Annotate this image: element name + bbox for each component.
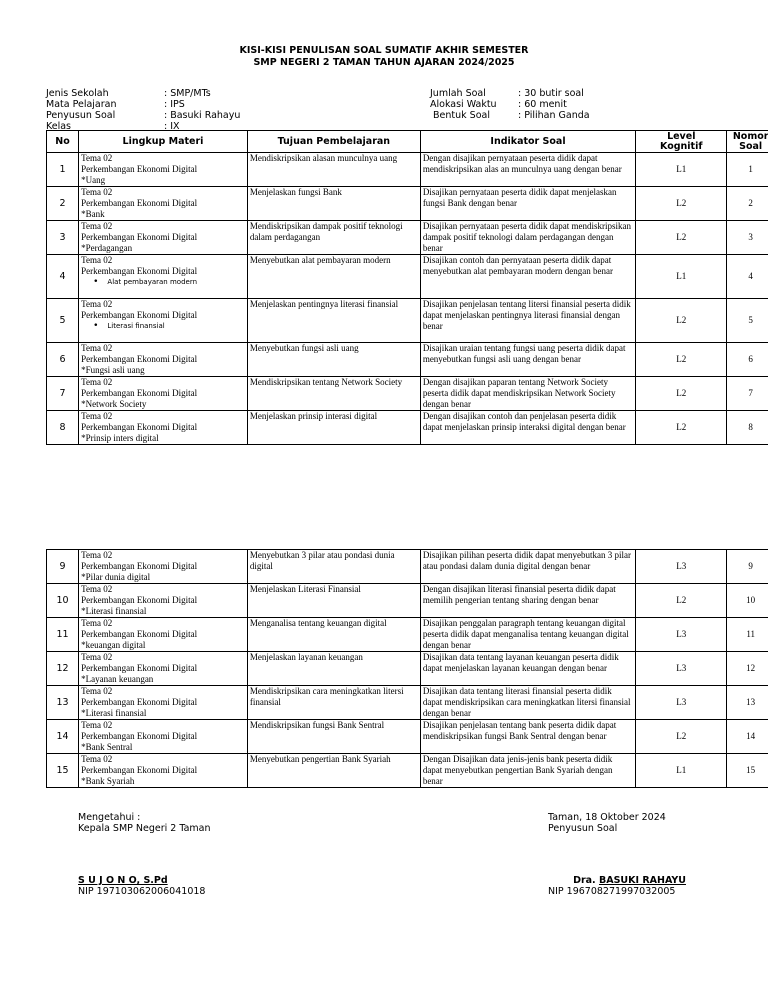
table-row: 8 Tema 02 Perkembangan Ekonomi Digital *Prinsip inters digital Menjelaskan prinsip interasi digital Dengan disajikan contoh dan penjelasan peserta didik dapat menjelaskan prinsip interaksi digital dengan benar L2 8 bbox=[47, 411, 768, 445]
col-header-materi: Lingkup Materi bbox=[79, 131, 248, 153]
document-title: KISI-KISI PENULISAN SOAL SUMATIF AKHIR SEMESTER bbox=[239, 45, 529, 56]
info-label: Mata Pelajaran bbox=[46, 99, 117, 110]
signatory-right-name: BASUKI RAHAYU bbox=[598, 875, 686, 886]
table-row: 15 Tema 02 Perkembangan Ekonomi Digital *Bank Syariah Menyebutkan pengertian Bank Syariah Dengan Disajikan data jenis-jenis bank peserta didik dapat menyebutkan pengertian Bank Syariah dengan benar L1 15 bbox=[47, 754, 768, 788]
table-row: 14 Tema 02 Perkembangan Ekonomi Digital *Bank Sentral Mendiskripsikan fungsi Bank Sentral Disajikan penjelasan tentang bank peserta didik dapat mendiskripsikan fungsi Bank Sentral dengan benar L2 14 bbox=[47, 720, 768, 754]
info-label: Kelas bbox=[46, 121, 72, 132]
info-value: : SMP/MTs bbox=[164, 88, 211, 99]
signatory-right-nip: NIP 196708271997032005 bbox=[548, 886, 676, 897]
signature-right: Taman, 18 Oktober 2024 Penyusun Soal bbox=[548, 812, 666, 834]
info-value: : 60 menit bbox=[518, 99, 567, 110]
table-row: 12 Tema 02 Perkembangan Ekonomi Digital *Layanan keuangan Menjelaskan layanan keuangan Disajikan data tentang layanan keuangan peserta didik dapat menjelaskan layanan keuangan dengan benar L3 12 bbox=[47, 652, 768, 686]
table-row: 5 Tema 02 Perkembangan Ekonomi Digital • Literasi finansial Menjelaskan pentingnya literasi finansial Disajikan penjelasan tentang litersi finansial peserta didik dapat menjelaskan pentingnya literasi finansial dengan benar L2 5 bbox=[47, 299, 768, 343]
kisi-table-page2 bbox=[46, 549, 768, 788]
kisi-table-page1 bbox=[46, 130, 768, 445]
signatory-left-nip: NIP 197103062006041018 bbox=[78, 886, 206, 897]
signature-left: Mengetahui : Kepala SMP Negeri 2 Taman bbox=[78, 812, 211, 834]
info-value: : Basuki Rahayu bbox=[164, 110, 241, 121]
info-left bbox=[46, 88, 240, 132]
table-row: 6 Tema 02 Perkembangan Ekonomi Digital *Fungsi asli uang Menyebutkan fungsi asli uang Disajikan uraian tentang fungsi uang peserta didik dapat menyebutkan fungsi asli uang dengan benar L2 6 bbox=[47, 343, 768, 377]
table-row: 11 Tema 02 Perkembangan Ekonomi Digital *keuangan digital Menganalisa tentang keuangan digital Disajikan penggalan paragraph tentang keuangan digital peserta didik dapat menganalisa tentang keuangan digital dengan benar L3 11 bbox=[47, 618, 768, 652]
table-row: 13 Tema 02 Perkembangan Ekonomi Digital *Literasi finansial Mendiskripsikan cara meningkatkan litersi finansial Disajikan data tentang literasi finansial peserta didik dapat mendiskripsikan cara meningkatkan litersi finansial dengan benar L3 13 bbox=[47, 686, 768, 720]
table-row: 7 Tema 02 Perkembangan Ekonomi Digital *Network Society Mendiskripsikan tentang Network Society Dengan disajikan paparan tentang Network Society peserta didik dapat mendiskripsikan Network Society dengan benar L2 7 bbox=[47, 377, 768, 411]
info-label: Jumlah Soal bbox=[430, 88, 486, 99]
signatory-right-title: Dra. bbox=[573, 875, 599, 886]
info-value: : 30 butir soal bbox=[518, 88, 584, 99]
info-label: Alokasi Waktu bbox=[430, 99, 497, 110]
table-row: 10 Tema 02 Perkembangan Ekonomi Digital *Literasi finansial Menjelaskan Literasi Finansial Dengan disajikan literasi finansial peserta didik dapat memilih pengerian tentang sharing dengan benar L2 10 bbox=[47, 584, 768, 618]
info-label: Bentuk Soal bbox=[430, 110, 490, 121]
signatory-left-name: S U J O N O, S.Pd bbox=[78, 875, 168, 886]
table-row: 2 Tema 02 Perkembangan Ekonomi Digital *Bank Menjelaskan fungsi Bank Disajikan pernyataan peserta didik dapat menjelaskan fungsi Bank dengan benar L2 2 bbox=[47, 187, 768, 221]
document-subtitle: SMP NEGERI 2 TAMAN TAHUN AJARAN 2024/2025 bbox=[253, 57, 515, 68]
col-header-indikator: Indikator Soal bbox=[420, 131, 635, 153]
info-value: : Pilihan Ganda bbox=[518, 110, 590, 121]
col-header-nomor: Nomor Soal bbox=[727, 131, 768, 153]
table-row: 4 Tema 02 Perkembangan Ekonomi Digital • Alat pembayaran modern Menyebutkan alat pembayaran modern Disajikan contoh dan pernyataan peserta didik dapat menyebutkan alat pembayaran modern dengan benar L1 4 bbox=[47, 255, 768, 299]
table-row: 1 Tema 02 Perkembangan Ekonomi Digital *Uang Mendiskripsikan alasan munculnya uang Dengan disajikan pernyataan peserta didik dapat mendiskripsikan alas an munculnya uang dengan benar L1 1 bbox=[47, 153, 768, 187]
col-header-level: Level Kognitif bbox=[636, 131, 727, 153]
info-right bbox=[430, 88, 590, 121]
table-row: 9 Tema 02 Perkembangan Ekonomi Digital *Pilar dunia digital Menyebutkan 3 pilar atau pondasi dunia digital Disajikan pilihan peserta didik dapat menyebutkan 3 pilar atau pondasi dalam dunia digital dengan benar L3 9 bbox=[47, 550, 768, 584]
info-value: : IPS bbox=[164, 99, 185, 110]
signatory-right bbox=[548, 875, 686, 897]
info-value: : IX bbox=[164, 121, 180, 132]
info-label: Penyusun Soal bbox=[46, 110, 116, 121]
col-header-no: No bbox=[47, 131, 79, 153]
table-header-row bbox=[47, 131, 768, 153]
info-label: Jenis Sekolah bbox=[46, 88, 109, 99]
signatory-left bbox=[78, 875, 205, 897]
col-header-tujuan: Tujuan Pembelajaran bbox=[247, 131, 420, 153]
table-row: 3 Tema 02 Perkembangan Ekonomi Digital *Perdagangan Mendiskripsikan dampak positif teknologi dalam perdagangan Disajikan pernyataan peserta didik dapat mendiskripsikan dampak positif teknologi dalam perdagangan dengan benar L2 3 bbox=[47, 221, 768, 255]
